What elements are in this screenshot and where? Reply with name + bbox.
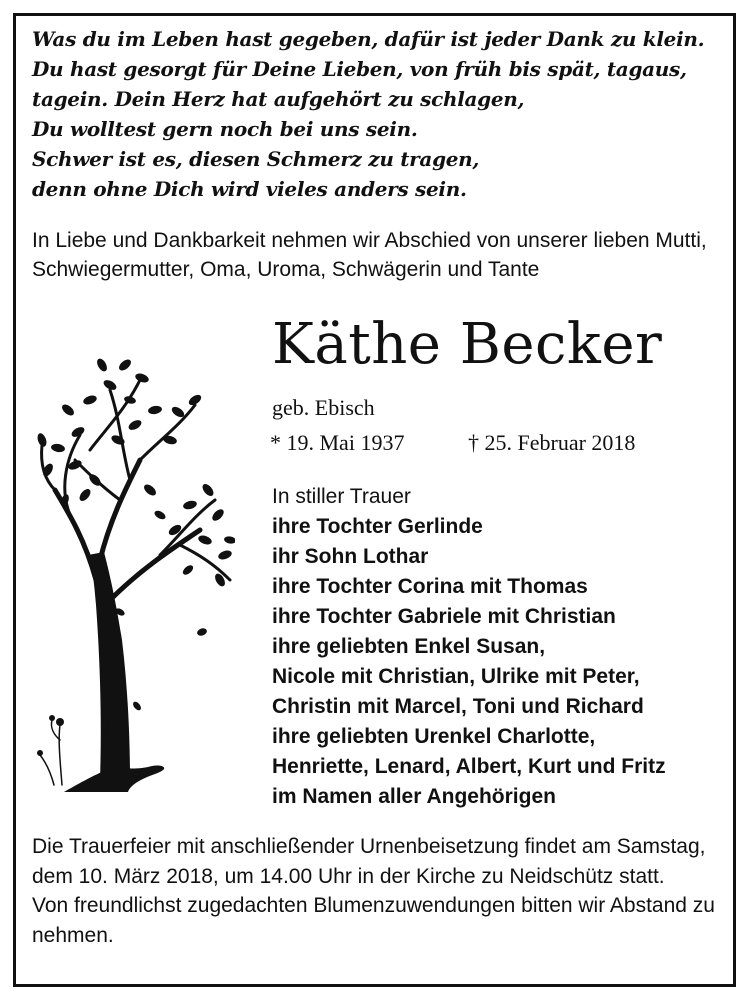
- birth-date: * 19. Mai 1937: [270, 430, 405, 455]
- mourners-lead: In stiller Trauer: [272, 485, 411, 508]
- tree-silhouette-icon: [30, 340, 235, 810]
- deceased-name: Käthe Becker: [272, 312, 663, 377]
- flowers-note: Von freundlichst zugedachten Blumenzuwendungen bitten wir Abstand zu nehmen.: [32, 894, 715, 947]
- maiden-name: geb. Ebisch: [272, 395, 375, 420]
- mourner-line: ihre geliebten Enkel Susan,: [272, 635, 546, 658]
- mourner-line: ihre Tochter Corina mit Thomas: [272, 575, 588, 598]
- poem-line: Du wolltest gern noch bei uns sein.: [32, 117, 418, 141]
- mourner-line: ihre Tochter Gabriele mit Christian: [272, 605, 616, 628]
- mourner-line: ihre Tochter Gerlinde: [272, 515, 483, 538]
- closing-text: [32, 832, 722, 950]
- poem-line: Du hast gesorgt für Deine Lieben, von früh bis spät, tagaus,: [32, 57, 687, 81]
- mourner-line: Christin mit Marcel, Toni und Richard: [272, 695, 644, 718]
- mourner-line: Nicole mit Christian, Ulrike mit Peter,: [272, 665, 640, 688]
- death-date: † 25. Februar 2018: [468, 430, 636, 455]
- mourner-line: ihre geliebten Urenkel Charlotte,: [272, 725, 596, 748]
- poem-line: denn ohne Dich wird vieles anders sein.: [32, 177, 467, 201]
- funeral-info: Die Trauerfeier mit anschließender Urnenbeisetzung findet am Samstag, dem 10. März 2018, um 14.00 Uhr in der Kirche zu Neidschütz statt.: [32, 835, 706, 888]
- mourner-line: im Namen aller Angehörigen: [272, 785, 556, 808]
- mourner-line: Henriette, Lenard, Albert, Kurt und Fritz: [272, 755, 666, 778]
- mourners-list: [272, 482, 732, 812]
- mourner-line: ihr Sohn Lothar: [272, 545, 429, 568]
- poem-line: tagein. Dein Herz hat aufgehört zu schlagen,: [32, 87, 525, 111]
- intro-text: In Liebe und Dankbarkeit nehmen wir Abschied von unserer lieben Mutti, Schwiegermutter, Oma, Uroma, Schwägerin und Tante: [32, 229, 707, 281]
- poem: [32, 24, 732, 204]
- poem-line: Was du im Leben hast gegeben, dafür ist jeder Dank zu klein.: [32, 27, 705, 51]
- poem-line: Schwer ist es, diesen Schmerz zu tragen,: [32, 147, 480, 171]
